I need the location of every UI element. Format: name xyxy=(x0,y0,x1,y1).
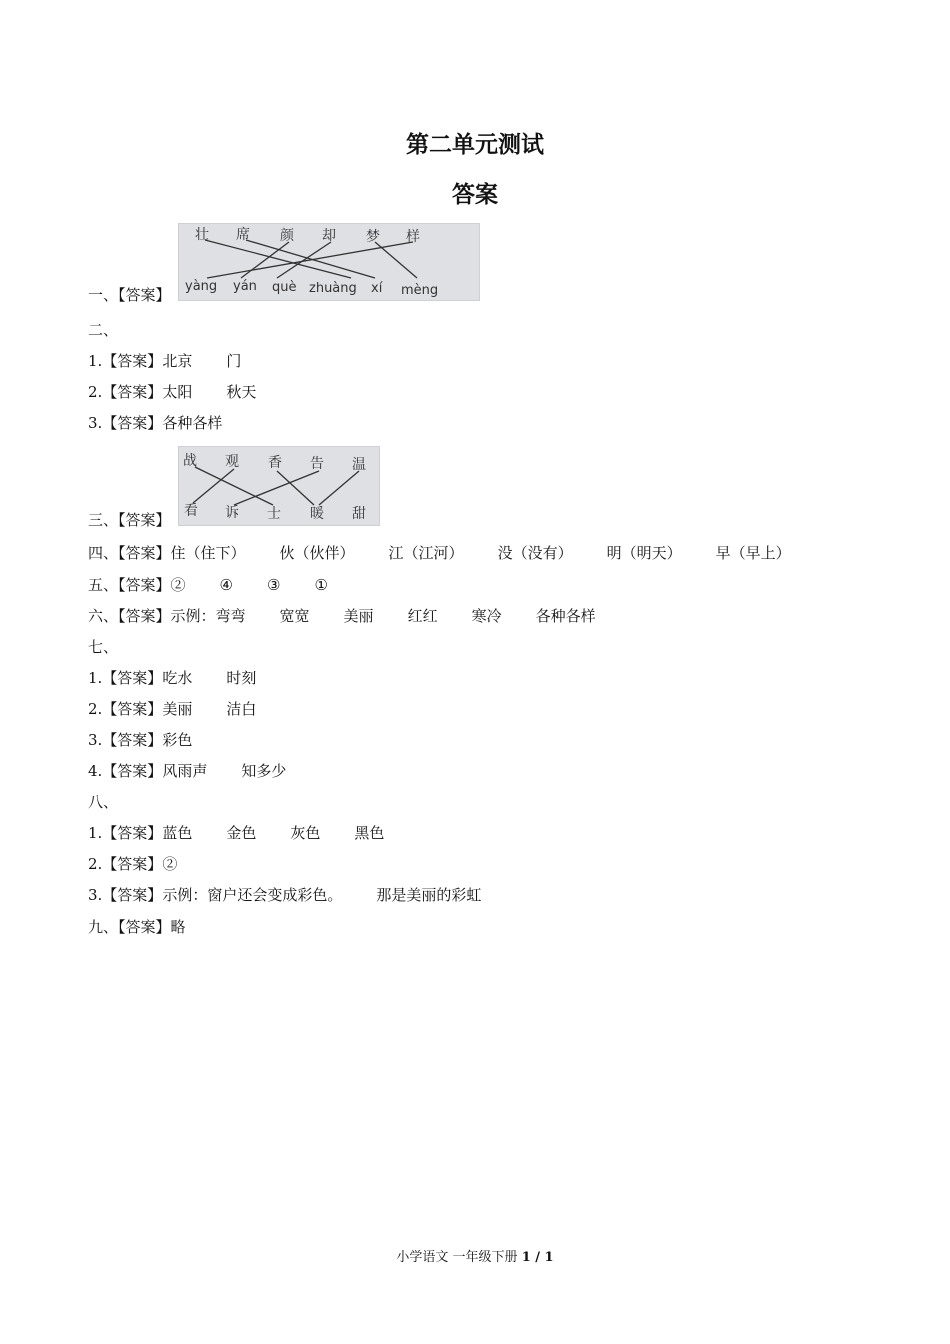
matching-diagram-q3 xyxy=(179,447,379,525)
q2-item-3: 3.【答案】各种各样 xyxy=(88,414,223,432)
answer: 各种各样 xyxy=(162,414,223,432)
answer: ① xyxy=(314,576,328,594)
answer: 北京 xyxy=(162,352,193,370)
answer: 吃水 xyxy=(162,669,193,687)
q8-heading: 八、 xyxy=(88,793,119,811)
match-line xyxy=(319,471,359,505)
answer: 没（没有） xyxy=(497,544,573,562)
q8-item-1: 1.【答案】蓝色 金色 灰色 黑色 xyxy=(88,824,385,842)
q3-top-char: 香 xyxy=(268,455,282,471)
answer: 那是美丽的彩虹 xyxy=(376,886,482,904)
q1-top-char: 样 xyxy=(406,229,420,245)
q1-pinyin: què xyxy=(272,280,297,295)
q3-bottom-char: 诉 xyxy=(225,505,239,521)
q6-line: 六、【答案】示例：弯弯 宽宽 美丽 红红 寒冷 各种各样 xyxy=(88,607,596,625)
answer: 洁白 xyxy=(226,700,257,718)
answer: 伙（伙伴） xyxy=(279,544,355,562)
q7-heading: 七、 xyxy=(88,638,119,656)
answer: 寒冷 xyxy=(471,607,502,625)
page-title: 第二单元测试 xyxy=(406,132,544,158)
answer: 略 xyxy=(170,918,186,936)
answer: 江（江河） xyxy=(388,544,464,562)
page-subtitle: 答案 xyxy=(452,182,498,208)
match-line xyxy=(234,471,319,505)
answer: ④ xyxy=(219,576,233,594)
footer-text: 小学语文 一年级下册 xyxy=(396,1250,522,1265)
answer: 黑色 xyxy=(354,824,385,842)
matching-diagram-q1 xyxy=(179,224,479,300)
page-number: 1 / 1 xyxy=(521,1250,554,1265)
q1-top-char: 梦 xyxy=(366,229,380,245)
answer: 示例：弯弯 xyxy=(170,607,246,625)
q7-item-3: 3.【答案】彩色 xyxy=(88,731,193,749)
answer: 明（明天） xyxy=(606,544,682,562)
q1-label: 一、【答案】 xyxy=(88,286,171,304)
answer: 门 xyxy=(226,352,242,370)
q3-top-char: 战 xyxy=(183,453,197,469)
match-line xyxy=(277,242,331,278)
q7-item-1: 1.【答案】吃水 时刻 xyxy=(88,669,257,687)
answer: 彩色 xyxy=(162,731,193,749)
q1-line xyxy=(88,284,171,306)
match-line xyxy=(193,469,234,503)
q8-item-3: 3.【答案】示例：窗户还会变成彩色。 那是美丽的彩虹 xyxy=(88,886,482,904)
answer: 住（住下） xyxy=(170,544,246,562)
q3-label: 三、【答案】 xyxy=(88,511,171,529)
q5-line: 五、【答案】② ④ ③ ① xyxy=(88,576,328,594)
answer: 各种各样 xyxy=(535,607,596,625)
answer: 知多少 xyxy=(241,762,287,780)
answer: 灰色 xyxy=(290,824,321,842)
q3-line xyxy=(88,509,171,531)
q1-top-char: 席 xyxy=(236,227,250,243)
q4-line: 四、【答案】住（住下） 伙（伙伴） 江（江河） 没（没有） 明（明天） 早（早上） xyxy=(88,544,791,562)
q1-pinyin: mèng xyxy=(401,283,439,298)
answer: ② xyxy=(170,576,186,594)
answer: 美丽 xyxy=(343,607,374,625)
q3-bottom-char: 士 xyxy=(267,506,281,522)
q7-item-4: 4.【答案】风雨声 知多少 xyxy=(88,762,287,780)
q8-item-2: 2.【答案】② xyxy=(88,855,178,873)
q1-pinyin: zhuàng xyxy=(309,281,357,296)
answer: 示例：窗户还会变成彩色。 xyxy=(162,886,343,904)
answer: 美丽 xyxy=(162,700,193,718)
answer: ③ xyxy=(266,576,281,594)
q2-heading: 二、 xyxy=(88,321,119,339)
answer: 蓝色 xyxy=(162,824,193,842)
match-line xyxy=(207,242,413,278)
q1-top-char: 壮 xyxy=(195,227,209,243)
answer: 秋天 xyxy=(226,383,257,401)
match-line xyxy=(277,471,314,505)
answer: 风雨声 xyxy=(162,762,208,780)
answer: ② xyxy=(162,855,178,873)
matching-image-q3 xyxy=(178,446,380,526)
matching-image-q1 xyxy=(178,223,480,301)
q1-top-char: 却 xyxy=(322,228,336,244)
q3-bottom-char: 暖 xyxy=(310,506,324,522)
q1-pinyin: yán xyxy=(233,279,257,294)
q3-bottom-char: 看 xyxy=(184,503,198,519)
q3-top-char: 告 xyxy=(310,456,324,472)
q1-top-char: 颜 xyxy=(280,228,294,244)
q2-item-2: 2.【答案】太阳 秋天 xyxy=(88,383,257,401)
match-line xyxy=(195,467,273,505)
q9-line: 九、【答案】略 xyxy=(88,918,186,936)
answer: 红红 xyxy=(407,607,438,625)
answer: 宽宽 xyxy=(279,607,310,625)
answer: 时刻 xyxy=(226,669,257,687)
q3-bottom-char: 甜 xyxy=(352,506,366,522)
q3-top-char: 观 xyxy=(225,454,239,470)
q1-pinyin: xí xyxy=(371,281,383,296)
q2-item-1: 1.【答案】北京 门 xyxy=(88,352,242,370)
q7-item-2: 2.【答案】美丽 洁白 xyxy=(88,700,257,718)
q3-top-char: 温 xyxy=(352,457,366,473)
q1-pinyin: yàng xyxy=(185,279,218,294)
answer: 金色 xyxy=(226,824,257,842)
match-line xyxy=(205,240,351,278)
page-footer xyxy=(0,1246,950,1265)
answer: 早（早上） xyxy=(715,544,791,562)
answer: 太阳 xyxy=(162,383,193,401)
